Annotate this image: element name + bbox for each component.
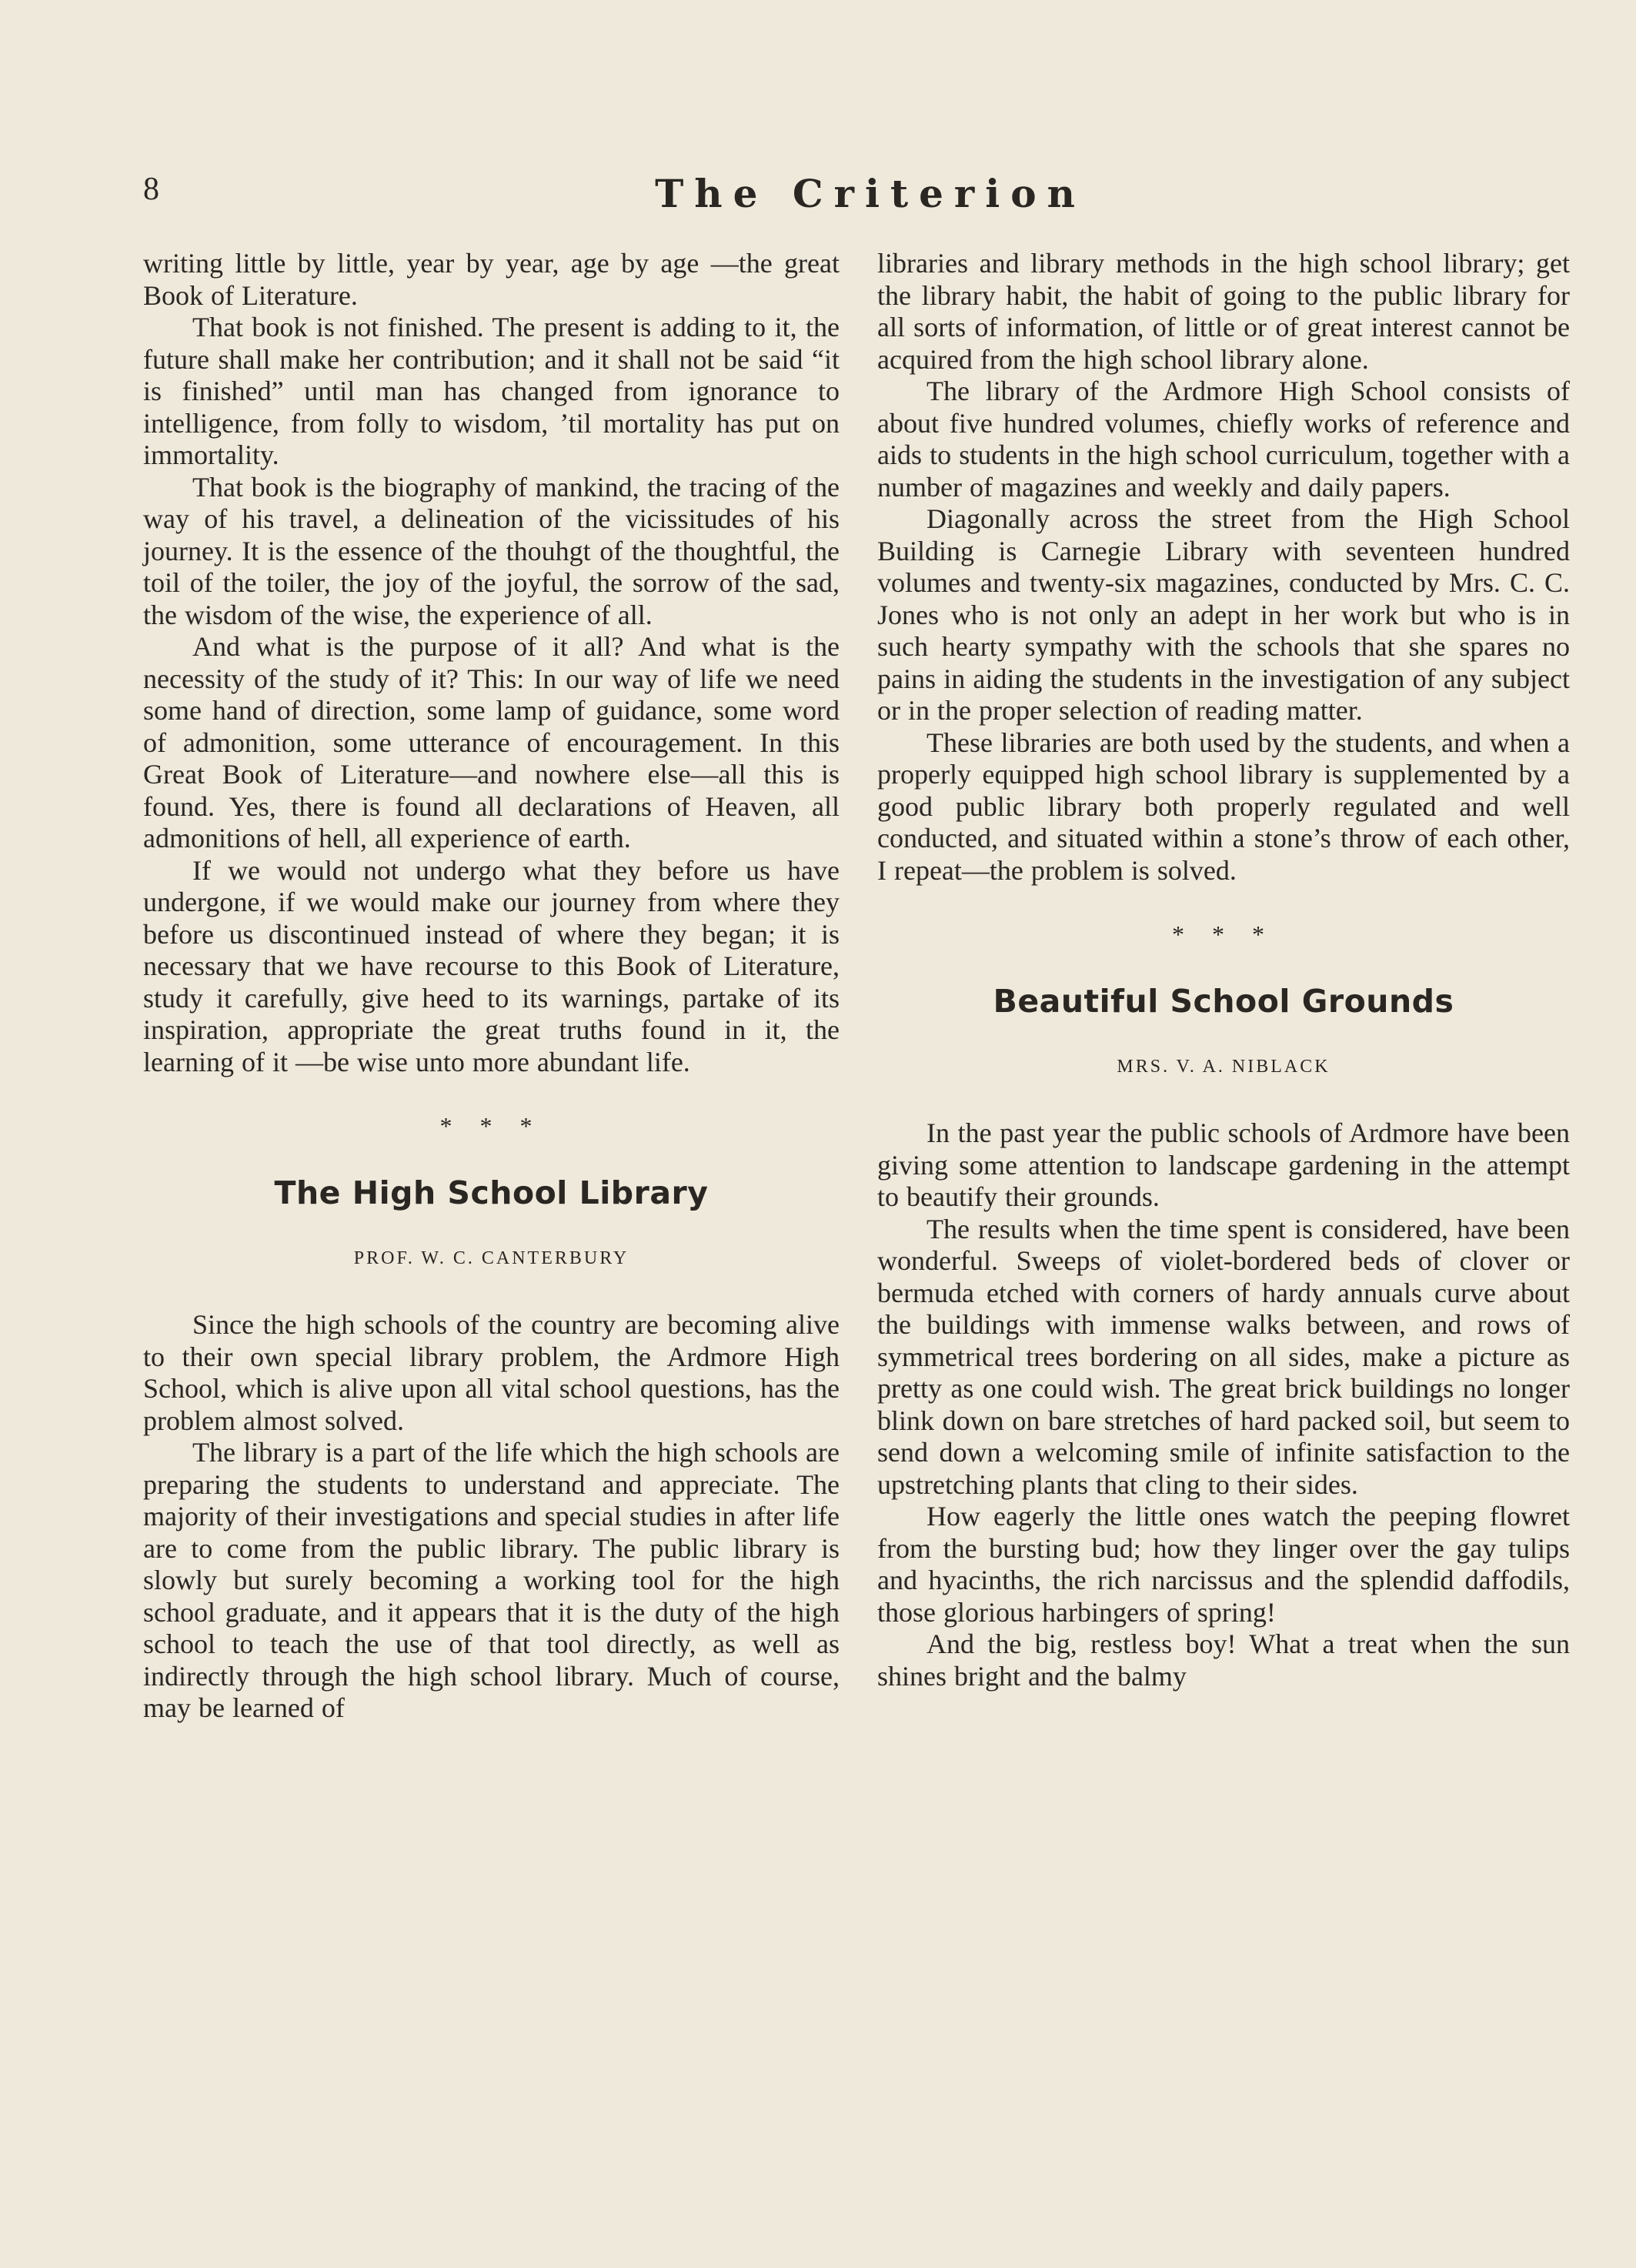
- page-header: [143, 171, 1598, 217]
- paragraph: The results when the time spent is considered, have been wonderful. Sweeps of violet-bordered beds of clover or bermuda etched with corners of hardy annuals curve about the buildings with immense walks between, and rows of symmetrical trees bordering on all sides, make a picture as pretty as one could wish. The great brick buildings no longer blink down on bare stretches of hard packed soil, but seem to send down a welcoming smile of infinite satisfaction to the upstretching plants that cling to their sides.: [877, 1213, 1570, 1500]
- section-separator: * * *: [439, 1112, 543, 1140]
- paragraph: And what is the purpose of it all? And what is the necessity of the study of it? This: In our way of life we need some hand of direction, some lamp of guidance, some word of admonition, some utterance of encouragement. In this Great Book of Literature—and nowhere else—all this is found. Yes, there is found all declarations of Heaven, all admonitions of hell, all experience of earth.: [143, 631, 840, 853]
- paragraph: That book is the biography of mankind, the tracing of the way of his travel, a delineation of the vicissitudes of his journey. It is the essence of the thouhgt of the thoughtful, the toil of the toiler, the joy of the joyful, the sorrow of the sad, the wisdom of the wise, the experience of all.: [143, 471, 840, 630]
- page-number: 8: [143, 172, 159, 207]
- article-byline: MRS. V. A. NIBLACK: [1117, 1057, 1331, 1077]
- article-title: The High School Library: [274, 1174, 709, 1211]
- paragraph: How eagerly the little ones watch the peeping flowret from the bursting bud; how they linger over the gay tulips and hyacinths, the rich narcissus and the splendid daffodils, those glorious harbingers of spring!: [877, 1501, 1570, 1628]
- paragraph: Diagonally across the street from the High School Building is Carnegie Library with seventeen hundred volumes and twenty-six magazines, conducted by Mrs. C. C. Jones who is not only an adept in her work but who is in such hearty sympathy with the schools that she spares no pains in aiding the students in the investigation of any subject or in the proper selection of reading matter.: [877, 503, 1570, 726]
- paragraph: libraries and library methods in the high school library; get the library habit, the habit of going to the public library for all sorts of information, of little or of great interest cannot be acquired from the high school library alone.: [877, 248, 1570, 375]
- right-column: [877, 248, 1570, 1692]
- paragraph: The library is a part of the life which the high schools are preparing the students to understand and appreciate. The majority of their investigations and special studies in after life are to come from the public library. The public library is slowly but surely becoming a working tool for the high school graduate, and it appears that it is the duty of the high school to teach the use of that tool directly, as well as indirectly through the high school library. Much of course, may be learned of: [143, 1437, 840, 1723]
- paragraph: That book is not finished. The present is adding to it, the future shall make her contribution; and it shall not be said “it is finished” until man has changed from ignorance to intelligence, from folly to wisdom, ’til mortality has put on immortality.: [143, 312, 840, 470]
- section-separator: * * *: [1172, 920, 1275, 948]
- paragraph: In the past year the public schools of Ardmore have been giving some attention to landscape gardening in the attempt to beautify their grounds.: [877, 1117, 1570, 1212]
- article-byline: PROF. W. C. CANTERBURY: [353, 1248, 629, 1268]
- article-title: Beautiful School Grounds: [993, 983, 1454, 1020]
- paragraph: These libraries are both used by the students, and when a properly equipped high school library is supplemented by a good public library both properly regulated and well conducted, and situated within a stone’s throw of each other, I repeat—the problem is solved.: [877, 726, 1570, 886]
- paragraph: writing little by little, year by year, age by age —the great Book of Literature.: [143, 248, 840, 311]
- running-title: The Criterion: [655, 171, 1086, 216]
- paragraph: The library of the Ardmore High School consists of about five hundred volumes, chiefly works of reference and aids to students in the high school curriculum, together with a number of magazines and weekly and daily papers.: [877, 376, 1570, 503]
- paragraph: Since the high schools of the country are becoming alive to their own special library problem, the Ardmore High School, which is alive upon all vital school questions, has the problem almost solved.: [143, 1309, 840, 1436]
- paragraph: If we would not undergo what they before us have undergone, if we would make our journey from where they before us discontinued instead of where they began; it is necessary that we have recourse to this Book of Literature, study it carefully, give heed to its warnings, partake of its inspiration, appropriate the great truths found in it, the learning of it —be wise unto more abundant life.: [143, 854, 840, 1077]
- left-column: [143, 248, 840, 1725]
- paragraph: And the big, restless boy! What a treat when the sun shines bright and the balmy: [877, 1628, 1570, 1692]
